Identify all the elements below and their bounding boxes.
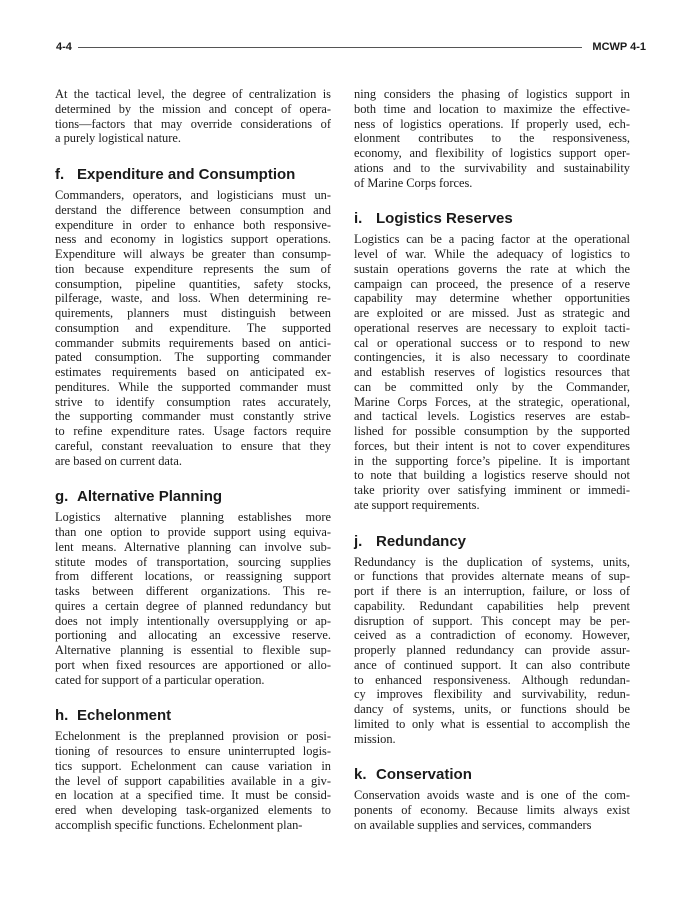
text-line: level of war. While the adequacy of logistics to <box>354 247 630 261</box>
text-line: tasks between different organizations. This re- <box>55 584 331 598</box>
section-letter: j. <box>354 532 363 550</box>
text-line: Conservation avoids waste and is one of the com- <box>354 788 630 803</box>
text-line: capability. Redundant capabilities help prevent <box>354 598 630 613</box>
section-body <box>354 232 630 512</box>
section-letter: g. <box>55 488 69 506</box>
text-line: both time and location to maximize the effective- <box>354 101 630 116</box>
section-echelonment <box>55 707 331 832</box>
section-body <box>55 510 331 687</box>
text-line: ance of continued support. It can also contribute <box>354 657 630 672</box>
text-line: ations and to the survivability and sustainability <box>354 160 630 175</box>
text-line: forces, but their intent is not to cover expenditures <box>354 438 630 453</box>
text-line: can be committed only by the Commander, <box>354 379 630 394</box>
section-letter: h. <box>55 707 69 725</box>
text-line: elonment contributes to the responsiveness, <box>354 131 630 146</box>
text-line: operational reserves are necessary to exploit tacti- <box>354 320 630 335</box>
text-line: cal or operational success or to respond to new <box>354 335 630 350</box>
text-line: pilferage, waste, and loss. When determining re- <box>55 291 331 306</box>
text-line: en location at a specified time. It must be consid- <box>55 788 331 803</box>
text-line: Expenditure will always be greater than consump- <box>55 247 331 261</box>
text-line: in the supporting force’s pipeline. It is important <box>354 453 630 468</box>
text-line: to note that building a logistics reserve should not <box>354 468 630 483</box>
text-line: strive to identify consumption rates accurately, <box>55 394 331 409</box>
text-line: At the tactical level, the degree of centralization is <box>55 87 331 101</box>
text-line: Marine Corps Forces, at the strategic, operational, <box>354 394 630 409</box>
section-title: Conservation <box>376 766 472 784</box>
section-letter: f. <box>55 166 65 183</box>
text-line: determined by the mission and concept of opera- <box>55 101 331 116</box>
intro-paragraph <box>55 87 331 146</box>
text-line: and tactical levels. Logistics reserves are estab- <box>354 409 630 424</box>
text-line: lent means. Alternative planning can involve sub- <box>55 539 331 554</box>
right-column <box>354 87 630 833</box>
text-line: tioning of resources to ensure uninterrupted logis- <box>55 744 331 758</box>
section-alternative-planning <box>55 488 331 687</box>
text-line: quirements, planners must distinguish between <box>55 306 331 320</box>
text-line: the level of support capabilities available in a giv- <box>55 773 331 788</box>
text-line: commander submits requirements based on antici- <box>55 335 331 350</box>
section-body <box>55 188 331 468</box>
text-line: consumption and expenditure. The supported <box>55 320 331 335</box>
text-line: stitute modes of transportation, sourcing supplies <box>55 554 331 569</box>
section-body <box>354 788 630 832</box>
text-line: from different locations, or reassigning support <box>55 569 331 584</box>
text-line: capability may determine whether opportunities <box>354 291 630 306</box>
text-line: lished for possible consumption by the supported <box>354 424 630 438</box>
text-line: tics support. Echelonment can cause variation in <box>55 758 331 773</box>
section-conservation <box>354 766 630 832</box>
text-line: Echelonment is the preplanned provision or posi- <box>55 729 331 744</box>
text-line: a purely logistical nature. <box>55 131 181 146</box>
text-line: ness and economy in logistics support operations. <box>55 232 331 247</box>
section-logistics-reserves <box>354 210 630 512</box>
text-line: cy improves flexibility and survivability, redun- <box>354 687 630 702</box>
section-body <box>55 729 331 832</box>
text-line: and establish reserves of logistics resources that <box>354 365 630 379</box>
section-title: Expenditure and Consumption <box>77 166 296 183</box>
section-title: Echelonment <box>77 707 172 725</box>
text-line: does not imply intentionally oversupplying or ap- <box>55 613 331 628</box>
text-line: ponents of economy. Because limits always exist <box>354 803 630 817</box>
page-number: 4-4 <box>56 41 72 53</box>
text-line: limited to only what is essential to accomplish the <box>354 716 630 731</box>
section-heading <box>55 488 331 506</box>
header-rule <box>78 47 582 48</box>
text-line: to refine expenditure rates. Usage factors require <box>55 424 331 438</box>
text-line: accomplish specific functions. Echelonment plan- <box>55 817 303 832</box>
text-line: tions—factors that may override considerations of <box>55 116 331 131</box>
text-line: are exploited or are missed. Just as strategic and <box>354 306 630 320</box>
text-line: Logistics alternative planning establishes more <box>55 510 331 525</box>
text-line: portioning and allocating an excessive reserve. <box>55 628 331 643</box>
text-line: disruption of support. This concept may be per- <box>354 613 630 628</box>
text-line: ceived as a contradiction of economy. However, <box>354 628 630 643</box>
text-line: mission. <box>354 731 396 746</box>
text-line: tion because expenditure represents the sum of <box>55 261 331 276</box>
section-expenditure-and-consumption <box>55 166 331 468</box>
text-line: campaign can proceed, the presence of a reserve <box>354 276 630 291</box>
section-heading <box>55 707 331 725</box>
section-heading <box>354 210 630 228</box>
text-line: economy, and flexibility of logistics support oper- <box>354 146 630 160</box>
text-line: cated for support of a particular operation. <box>55 672 265 687</box>
text-line: careful, constant reevaluation to ensure that they <box>55 438 331 453</box>
text-line: dancy of systems, units, or functions should be <box>354 702 630 716</box>
text-line: the supporting commander must constantly strive <box>55 409 331 424</box>
text-line: Alternative planning is essential to flexible sup- <box>55 643 331 657</box>
section-heading <box>354 766 630 784</box>
text-line: Logistics can be a pacing factor at the operational <box>354 232 630 247</box>
text-line: ate support requirements. <box>354 497 480 512</box>
text-line: ness of logistics operations. If properly used, ech- <box>354 116 630 131</box>
text-line: pated consumption. The supporting commander <box>55 350 331 365</box>
text-line: port if there is an interruption, failure, or loss of <box>354 584 630 598</box>
text-line: or functions that provides alternate means of sup- <box>354 569 630 584</box>
text-line: estimates requirements based on anticipated ex- <box>55 365 331 379</box>
text-line: Commanders, operators, and logisticians must un- <box>55 188 331 202</box>
section-title: Logistics Reserves <box>376 210 513 228</box>
section-title: Redundancy <box>376 532 467 550</box>
left-column <box>55 87 331 833</box>
text-line: penditures. While the supported commander must <box>55 379 331 394</box>
text-line: consumption, pipeline quantities, safety stocks, <box>55 276 331 291</box>
text-line: expenditure in order to enhance both responsive- <box>55 217 331 232</box>
section-letter: k. <box>354 766 367 784</box>
section-letter: i. <box>354 210 363 228</box>
section-heading <box>55 166 331 184</box>
text-line: than one option to provide support using equiva- <box>55 525 331 539</box>
section-title: Alternative Planning <box>77 488 223 506</box>
text-line: properly planned redundancy can provide assur- <box>354 643 630 657</box>
text-line: ning considers the phasing of logistics support in <box>354 87 630 101</box>
text-line: ered when developing task-organized elements to <box>55 803 331 817</box>
text-line: Redundancy is the duplication of systems, units, <box>354 554 630 569</box>
running-header <box>56 40 646 56</box>
section-body <box>354 555 630 747</box>
text-line: on available supplies and services, commanders <box>354 817 592 832</box>
text-line: contingencies, it is also necessary to coordinate <box>354 350 630 365</box>
text-line: take priority over satisfying imminent or immedi- <box>354 483 630 497</box>
document-id: MCWP 4-1 <box>592 41 646 53</box>
text-line: quires a certain degree of planned redundancy but <box>55 598 331 613</box>
text-line: derstand the difference between consumption and <box>55 202 331 217</box>
text-line: port when fixed resources are apportioned or allo- <box>55 657 331 672</box>
text-line: are based on current data. <box>55 453 182 468</box>
text-line: to enhanced responsiveness. Although redundan- <box>354 672 630 687</box>
text-line: of Marine Corps forces. <box>354 175 473 190</box>
section-redundancy <box>354 533 630 747</box>
continued-paragraph <box>354 87 630 190</box>
section-heading <box>354 533 630 551</box>
text-line: sustain operations governs the rate at which the <box>354 261 630 276</box>
